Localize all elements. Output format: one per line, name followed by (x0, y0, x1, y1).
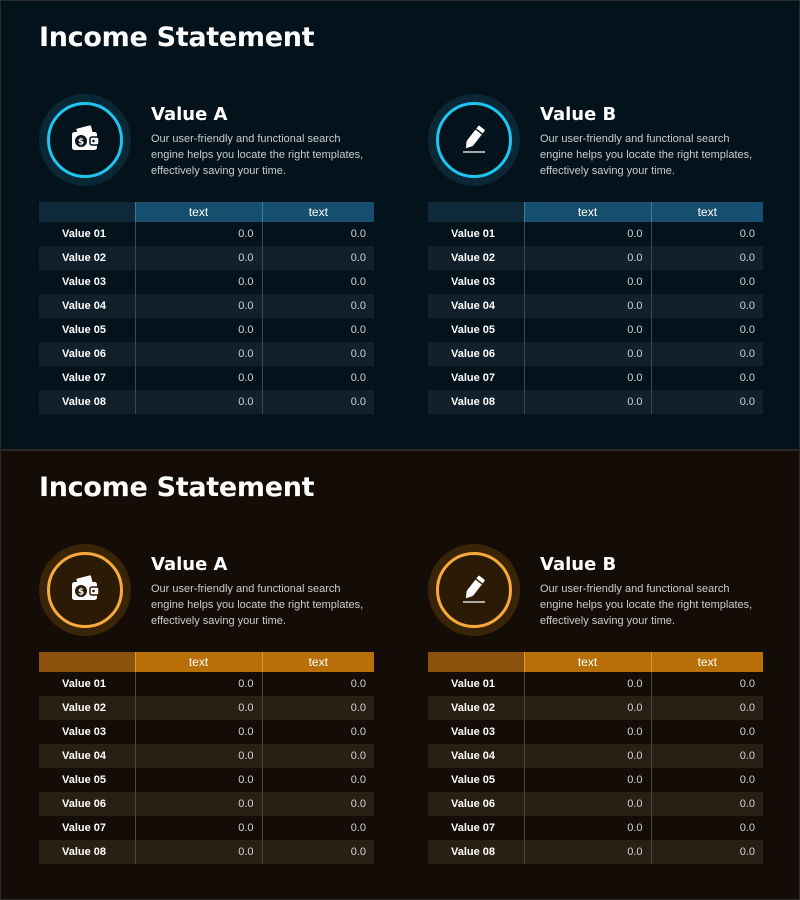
row-label: Value 04 (39, 744, 135, 768)
table-cell: 0.0 (135, 318, 262, 342)
row-label: Value 05 (428, 768, 524, 792)
table-cell: 0.0 (651, 222, 763, 246)
table-cell: 0.0 (262, 270, 374, 294)
row-label: Value 03 (39, 720, 135, 744)
table-row (39, 768, 374, 792)
table-cell: 0.0 (262, 294, 374, 318)
row-label: Value 01 (39, 672, 135, 696)
row-label: Value 04 (428, 744, 524, 768)
table-row (39, 792, 374, 816)
table-cell: 0.0 (135, 222, 262, 246)
row-label: Value 05 (428, 318, 524, 342)
table-cell: 0.0 (524, 792, 651, 816)
column-header: text (262, 202, 374, 222)
column-header: text (524, 202, 651, 222)
table-cell: 0.0 (135, 768, 262, 792)
value-table (428, 202, 763, 414)
table-cell: 0.0 (262, 744, 374, 768)
table-cell: 0.0 (651, 318, 763, 342)
table-cell: 0.0 (135, 342, 262, 366)
slide-title: Income Statement (39, 22, 315, 53)
row-label: Value 05 (39, 768, 135, 792)
table-cell: 0.0 (135, 744, 262, 768)
table-row (428, 222, 763, 246)
pen-icon (457, 123, 491, 157)
table-row (428, 696, 763, 720)
table-cell: 0.0 (651, 342, 763, 366)
row-label: Value 01 (39, 222, 135, 246)
table-cell: 0.0 (651, 720, 763, 744)
table-cell: 0.0 (651, 696, 763, 720)
wallet-icon (68, 573, 102, 607)
column-header: text (135, 202, 262, 222)
table-row (428, 270, 763, 294)
row-label: Value 06 (428, 342, 524, 366)
table-header-row (39, 652, 374, 672)
table-cell: 0.0 (524, 318, 651, 342)
wallet-icon (68, 123, 102, 157)
table-cell: 0.0 (135, 696, 262, 720)
table-row (428, 246, 763, 270)
row-label: Value 07 (39, 366, 135, 390)
table-cell: 0.0 (651, 366, 763, 390)
table-header-row (39, 202, 374, 222)
table-header-row (428, 652, 763, 672)
table-cell: 0.0 (524, 222, 651, 246)
icon-ring (428, 544, 520, 636)
table-row (39, 816, 374, 840)
table-cell: 0.0 (135, 366, 262, 390)
table-cell: 0.0 (135, 294, 262, 318)
table-cell: 0.0 (524, 294, 651, 318)
row-label: Value 04 (428, 294, 524, 318)
row-label: Value 02 (428, 246, 524, 270)
row-label: Value 02 (428, 696, 524, 720)
table-cell: 0.0 (135, 816, 262, 840)
table-cell: 0.0 (651, 672, 763, 696)
table-cell: 0.0 (135, 270, 262, 294)
row-label: Value 01 (428, 672, 524, 696)
table-cell: 0.0 (651, 294, 763, 318)
table-row (428, 294, 763, 318)
table-header-row (428, 202, 763, 222)
table-cell: 0.0 (524, 390, 651, 414)
panel-heading: Value B (540, 104, 617, 125)
table-cell: 0.0 (262, 246, 374, 270)
panel-heading: Value A (151, 554, 228, 575)
table-row (428, 792, 763, 816)
row-label: Value 08 (39, 390, 135, 414)
table-row (428, 816, 763, 840)
table-row (428, 840, 763, 864)
slide-title: Income Statement (39, 472, 315, 503)
row-label: Value 08 (428, 840, 524, 864)
table-cell: 0.0 (524, 816, 651, 840)
value-table (428, 652, 763, 864)
table-cell: 0.0 (262, 366, 374, 390)
table-cell: 0.0 (135, 246, 262, 270)
row-label: Value 08 (428, 390, 524, 414)
table-cell: 0.0 (262, 672, 374, 696)
value-table (39, 652, 374, 864)
table-cell: 0.0 (262, 318, 374, 342)
row-label: Value 03 (428, 720, 524, 744)
slide-orange (0, 450, 800, 900)
table-row (39, 294, 374, 318)
row-label: Value 03 (39, 270, 135, 294)
pen-icon (457, 573, 491, 607)
table-cell: 0.0 (524, 342, 651, 366)
panel-description: Our user-friendly and functional search engine helps you locate the right templates, effectively saving your time. (151, 133, 364, 177)
column-header: text (524, 652, 651, 672)
value-table (39, 202, 374, 414)
table-row (39, 744, 374, 768)
row-label: Value 04 (39, 294, 135, 318)
table-cell: 0.0 (651, 840, 763, 864)
table-row (39, 390, 374, 414)
table-cell: 0.0 (135, 672, 262, 696)
svg-text:$: $ (77, 137, 85, 148)
table-cell: 0.0 (135, 792, 262, 816)
row-label: Value 02 (39, 696, 135, 720)
table-cell: 0.0 (262, 768, 374, 792)
table-cell: 0.0 (524, 720, 651, 744)
icon-ring (428, 94, 520, 186)
panel-description: Our user-friendly and functional search engine helps you locate the right templates, effectively saving your time. (540, 133, 753, 177)
row-label: Value 06 (39, 792, 135, 816)
table-cell: 0.0 (135, 840, 262, 864)
table-cell: 0.0 (262, 342, 374, 366)
table-cell: 0.0 (262, 816, 374, 840)
table-cell: 0.0 (524, 246, 651, 270)
table-row (428, 318, 763, 342)
table-row (39, 318, 374, 342)
row-label: Value 08 (39, 840, 135, 864)
table-row (39, 222, 374, 246)
table-row (39, 342, 374, 366)
row-label: Value 01 (428, 222, 524, 246)
table-row (428, 390, 763, 414)
table-cell: 0.0 (135, 390, 262, 414)
table-cell: 0.0 (651, 270, 763, 294)
table-cell: 0.0 (262, 696, 374, 720)
table-cell: 0.0 (262, 390, 374, 414)
table-row (39, 366, 374, 390)
row-label: Value 03 (428, 270, 524, 294)
table-cell: 0.0 (651, 792, 763, 816)
table-cell: 0.0 (524, 270, 651, 294)
table-row (39, 246, 374, 270)
table-row (39, 270, 374, 294)
table-cell: 0.0 (651, 768, 763, 792)
column-header: text (651, 652, 763, 672)
icon-ring (39, 544, 131, 636)
table-row (428, 672, 763, 696)
table-cell: 0.0 (651, 246, 763, 270)
table-row (39, 696, 374, 720)
table-cell: 0.0 (135, 720, 262, 744)
panel-heading: Value A (151, 104, 228, 125)
icon-ring (39, 94, 131, 186)
table-cell: 0.0 (262, 720, 374, 744)
table-row (39, 840, 374, 864)
row-label: Value 07 (39, 816, 135, 840)
table-cell: 0.0 (262, 222, 374, 246)
table-cell: 0.0 (524, 744, 651, 768)
table-row (39, 672, 374, 696)
table-cell: 0.0 (651, 744, 763, 768)
table-row (39, 720, 374, 744)
panel-description: Our user-friendly and functional search engine helps you locate the right templates, effectively saving your time. (540, 583, 753, 627)
row-label: Value 06 (428, 792, 524, 816)
column-header: text (135, 652, 262, 672)
table-cell: 0.0 (651, 816, 763, 840)
table-row (428, 366, 763, 390)
table-cell: 0.0 (524, 768, 651, 792)
table-cell: 0.0 (524, 366, 651, 390)
row-label: Value 07 (428, 366, 524, 390)
panel-heading: Value B (540, 554, 617, 575)
table-row (428, 342, 763, 366)
column-header: text (651, 202, 763, 222)
table-row (428, 768, 763, 792)
table-row (428, 744, 763, 768)
table-row (428, 720, 763, 744)
row-label: Value 07 (428, 816, 524, 840)
table-cell: 0.0 (262, 840, 374, 864)
svg-text:$: $ (77, 587, 85, 598)
table-cell: 0.0 (524, 840, 651, 864)
row-label: Value 06 (39, 342, 135, 366)
table-cell: 0.0 (524, 672, 651, 696)
column-header: text (262, 652, 374, 672)
row-label: Value 05 (39, 318, 135, 342)
row-label: Value 02 (39, 246, 135, 270)
table-cell: 0.0 (262, 792, 374, 816)
panel-description: Our user-friendly and functional search engine helps you locate the right templates, effectively saving your time. (151, 583, 364, 627)
table-cell: 0.0 (651, 390, 763, 414)
table-cell: 0.0 (524, 696, 651, 720)
